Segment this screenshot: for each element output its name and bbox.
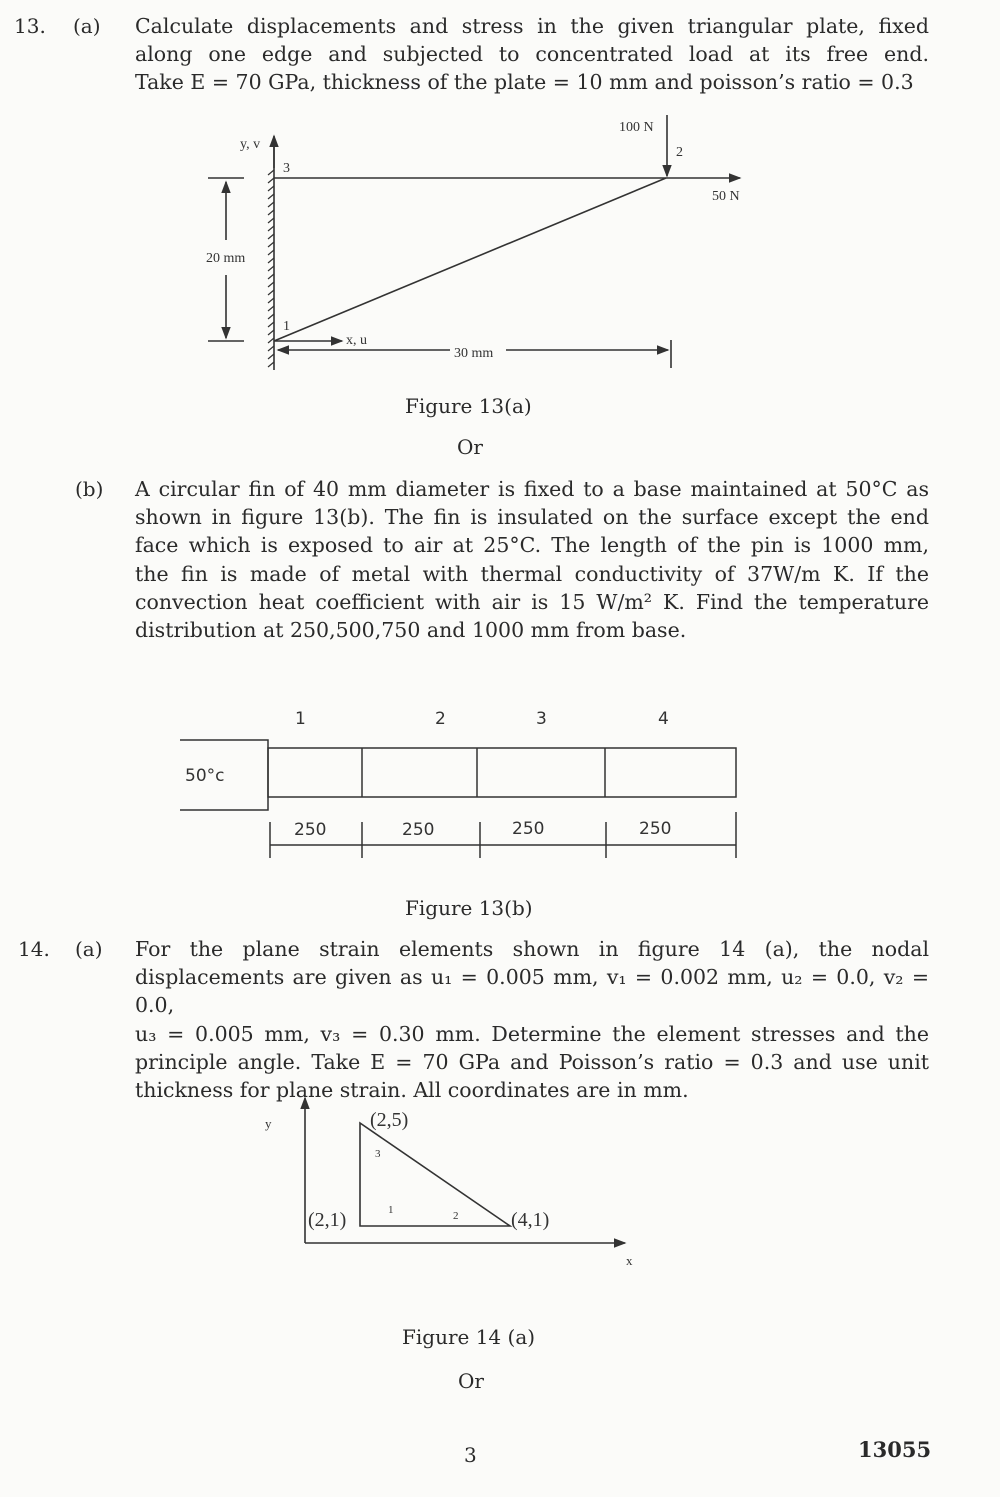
y-axis-label: y, v (240, 137, 261, 152)
figure-13b-caption: Figure 13(b) (405, 896, 533, 920)
figure-13a-caption: Figure 13(a) (405, 394, 532, 418)
segment-length-label: 250 (402, 820, 435, 840)
width-dimension-label: 30 mm (454, 346, 494, 361)
x-axis-label: x (626, 1253, 633, 1268)
question-14-number: 14. (18, 937, 50, 961)
segment-length-label: 250 (512, 819, 545, 839)
load-100n-label: 100 N (619, 120, 654, 135)
node-label: 4 (658, 709, 669, 729)
paper-code: 13055 (858, 1437, 932, 1462)
node-label: 1 (295, 709, 306, 729)
question-13a-label: (a) (73, 14, 101, 38)
question-13-number: 13. (14, 14, 46, 38)
point-2-1-label: (2,1) (308, 1209, 347, 1231)
question-14a-label: (a) (75, 937, 103, 961)
segment-length-label: 250 (639, 819, 672, 839)
text-line: u₃ = 0.005 mm, v₃ = 0.30 mm. Determine the element stresses and the (135, 1021, 929, 1046)
question-13b-label: (b) (75, 477, 104, 501)
text-line: Calculate displacements and stress in the given triangular plate, fixed (135, 14, 929, 38)
point-4-1-label: (4,1) (511, 1209, 550, 1231)
text-line: convection heat coefficient with air is 15 W/m² K. Find the temperature (135, 589, 929, 614)
base-temperature-label: 50°c (185, 766, 225, 786)
figure-14a-caption: Figure 14 (a) (402, 1325, 536, 1349)
load-50n-label: 50 N (712, 189, 740, 204)
or-separator: Or (458, 1369, 484, 1393)
y-axis-label: y (265, 1116, 272, 1131)
x-axis-label: x, u (346, 333, 367, 348)
text-line: Take E = 70 GPa, thickness of the plate = 10 mm and poisson’s ratio = 0.3 (135, 70, 914, 95)
node-label: 2 (435, 709, 446, 729)
node-2-label: 2 (453, 1210, 459, 1222)
node-2-label: 2 (676, 145, 683, 160)
node-3-label: 3 (375, 1148, 381, 1160)
text-line: distribution at 250,500,750 and 1000 mm from base. (135, 618, 687, 643)
node-1-label: 1 (388, 1204, 394, 1216)
text-line: shown in figure 13(b). The fin is insulated on the surface except the end (135, 505, 929, 530)
text-line: along one edge and subjected to concentrated load at its free end. (135, 42, 929, 67)
point-2-5-label: (2,5) (370, 1109, 409, 1131)
text-line: thickness for plane strain. All coordinates are in mm. (135, 1078, 689, 1103)
node-3-label: 3 (283, 161, 290, 176)
text-line: For the plane strain elements shown in figure 14 (a), the nodal (135, 937, 929, 961)
text-line: principle angle. Take E = 70 GPa and Poisson’s ratio = 0.3 and use unit (135, 1049, 929, 1074)
or-separator: Or (457, 435, 483, 459)
node-1-label: 1 (283, 319, 290, 334)
text-line: face which is exposed to air at 25°C. The length of the pin is 1000 mm, (135, 533, 929, 558)
height-dimension-label: 20 mm (206, 251, 246, 266)
node-label: 3 (536, 709, 547, 729)
text-line: displacements are given as u₁ = 0.005 mm, v₁ = 0.002 mm, u₂ = 0.0, v₂ = 0.0, (135, 965, 929, 1018)
page-number: 3 (464, 1443, 477, 1467)
text-line: the fin is made of metal with thermal conductivity of 37W/m K. If the (135, 561, 929, 586)
text-line: A circular fin of 40 mm diameter is fixed to a base maintained at 50°C as (135, 477, 929, 501)
segment-length-label: 250 (294, 820, 327, 840)
